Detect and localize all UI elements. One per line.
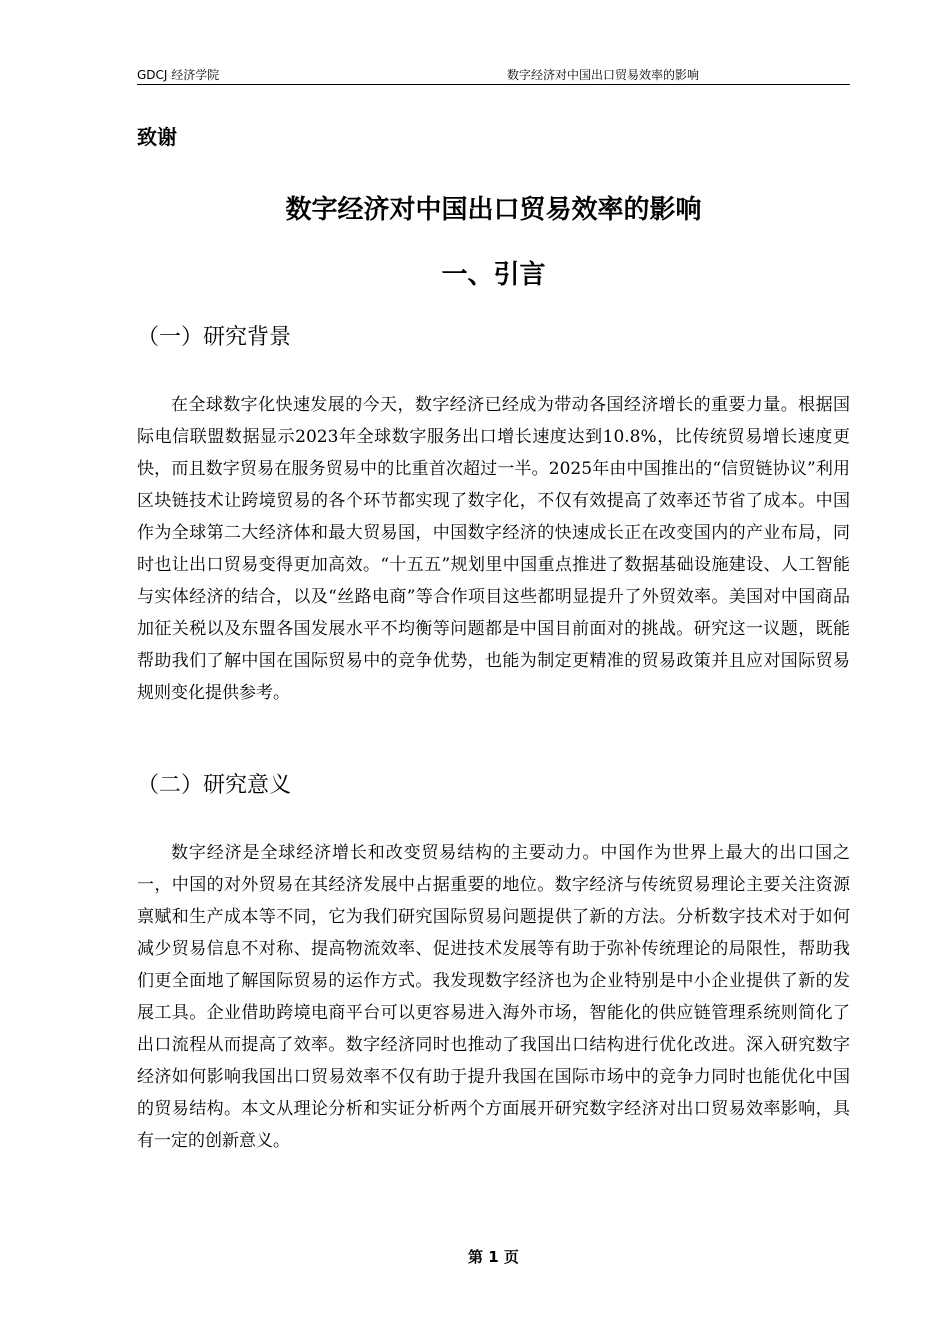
page-number: 第 1 页 — [468, 1248, 519, 1266]
section-heading-significance: （二）研究意义 — [137, 773, 292, 798]
page-header — [137, 66, 850, 85]
paper-title: 数字经济对中国出口贸易效率的影响 — [285, 195, 702, 225]
paragraph-background: 在全球数字化快速发展的今天，数字经济已经成为带动各国经济增长的重要力量。根据国际电信联盟数据显示2023年全球数字服务出口增长速度达到10.8%，比传统贸易增长速度更快，而且数字贸易在服务贸易中的比重首次超过一半。2025年由中国推出的“信贸链协议”利用区块链技术让跨境贸易的各个环节都实现了数字化，不仅有效提高了效率还节省了成本。中国作为全球第二大经济体和最大贸易国，中国数字经济的快速成长正在改变国内的产业布局，同时也让出口贸易变得更加高效。“十五五”规划里中国重点推进了数据基础设施建设、人工智能与实体经济的结合，以及“丝路电商”等合作项目这些都明显提升了外贸效率。美国对中国商品加征关税以及东盟各国发展水平不均衡等问题都是中国目前面对的挑战。研究这一议题，既能帮助我们了解中国在国际贸易中的竞争优势，也能为制定更精准的贸易政策并且应对国际贸易规则变化提供参考。 — [137, 395, 850, 703]
section-heading-background: （一）研究背景 — [137, 325, 292, 350]
chapter-heading: 一、引言 — [441, 260, 546, 290]
acknowledgement-heading: 致谢 — [137, 125, 177, 149]
header-title: 数字经济对中国出口贸易效率的影响 — [507, 68, 700, 82]
paragraph-significance: 数字经济是全球经济增长和改变贸易结构的主要动力。中国作为世界上最大的出口国之一，中国的对外贸易在其经济发展中占据重要的地位。数字经济与传统贸易理论主要关注资源禀赋和生产成本等不同，它为我们研究国际贸易问题提供了新的方法。分析数字技术对于如何减少贸易信息不对称、提高物流效率、促进技术发展等有助于弥补传统理论的局限性，帮助我们更全面地了解国际贸易的运作方式。我发现数字经济也为企业特别是中小企业提供了新的发展工具。企业借助跨境电商平台可以更容易进入海外市场，智能化的供应链管理系统则简化了出口流程从而提高了效率。数字经济同时也推动了我国出口结构进行优化改进。深入研究数字经济如何影响我国出口贸易效率不仅有助于提升我国在国际市场中的竞争力同时也能优化中国的贸易结构。本文从理论分析和实证分析两个方面展开研究数字经济对出口贸易效率影响，具有一定的创新意义。 — [137, 843, 850, 1151]
header-school: GDCJ 经济学院 — [137, 68, 220, 82]
